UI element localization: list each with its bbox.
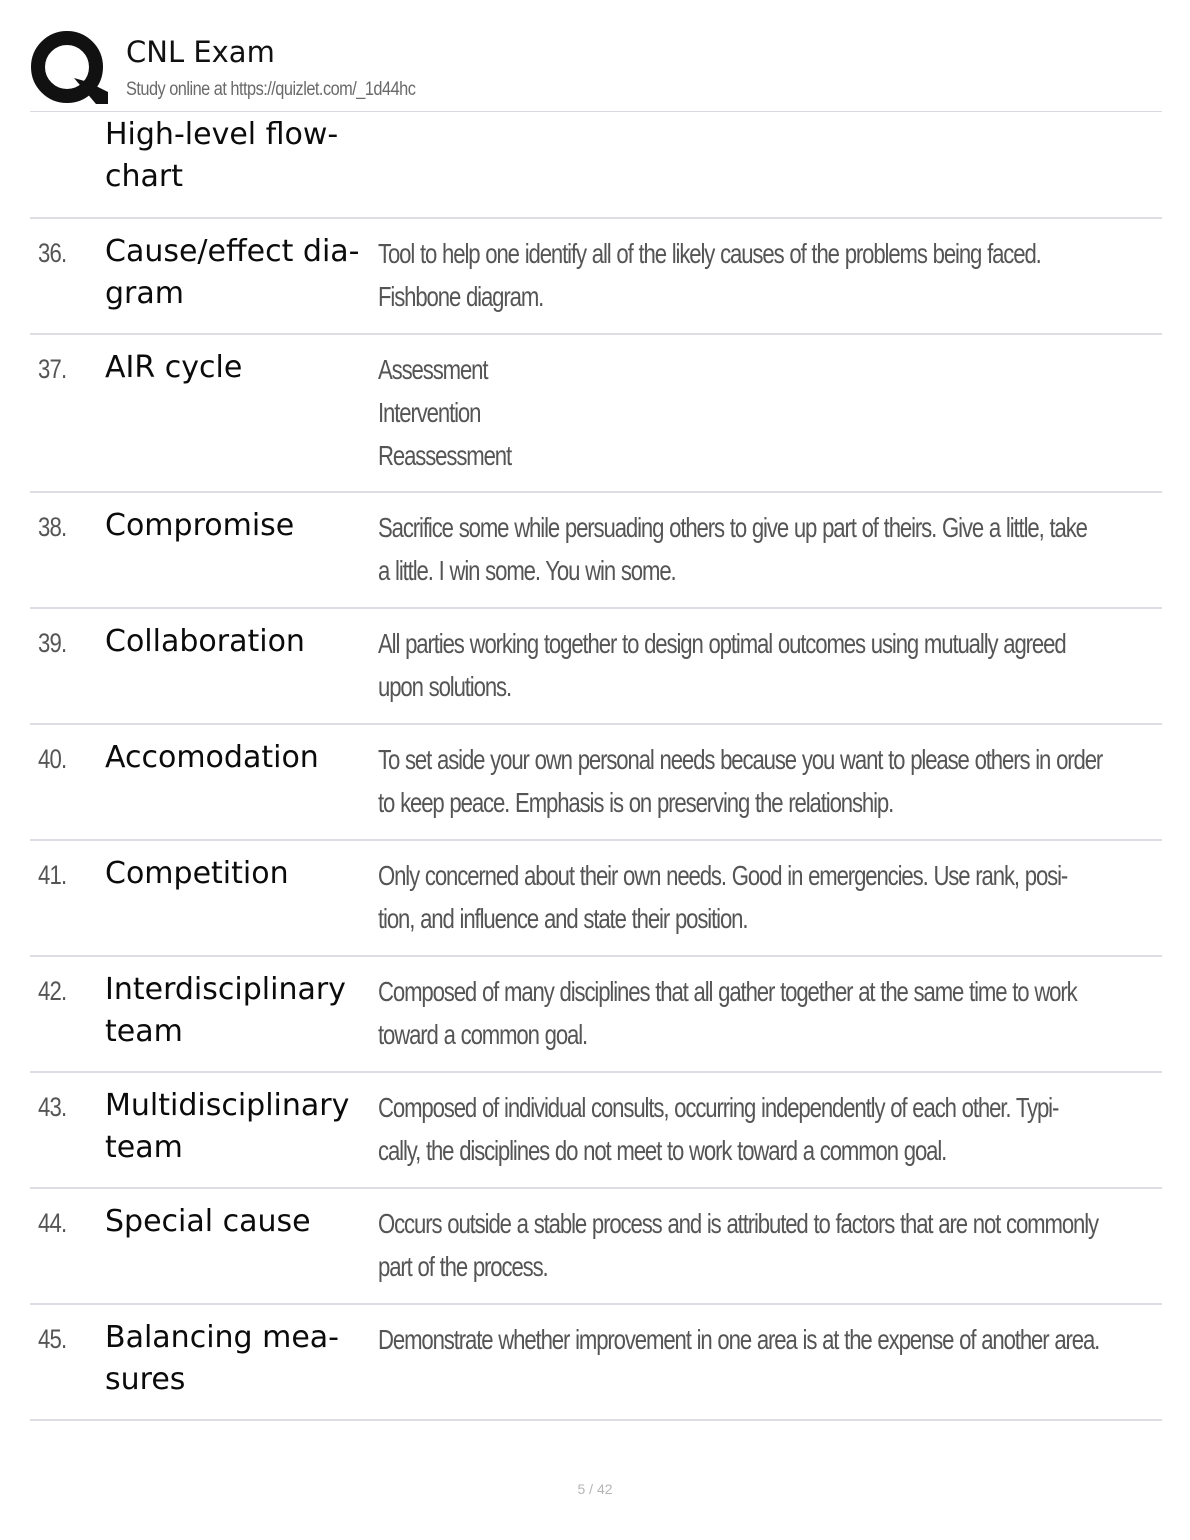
page-number: 5 / 42 — [577, 1481, 613, 1497]
card-row — [30, 335, 1162, 493]
card-definition: Occurs outside a stable process and is attributed to factors that are not commonly part of the process. — [378, 1208, 1098, 1282]
card-continued — [30, 112, 1162, 219]
card-number: 45. — [38, 1324, 67, 1354]
card-row — [30, 841, 1162, 957]
set-title: CNL Exam — [126, 35, 275, 69]
card-number: 41. — [38, 860, 67, 890]
card-number: 43. — [38, 1092, 67, 1122]
card-term: Compromise — [105, 508, 295, 543]
card-list — [30, 112, 1162, 1421]
card-term: AIR cycle — [105, 350, 243, 385]
card-definition: Composed of many disciplines that all gather together at the same time to work toward a common goal. — [378, 976, 1077, 1050]
card-term: Balancing mea- sures — [105, 1320, 340, 1397]
card-definition: Demonstrate whether improvement in one area is at the expense of another area. — [378, 1324, 1100, 1355]
card-term: High-level flow- chart — [105, 117, 339, 194]
card-term: Competition — [105, 856, 289, 891]
card-row — [30, 493, 1162, 609]
card-row — [30, 1305, 1162, 1421]
card-term: Interdisciplinary team — [105, 972, 346, 1049]
card-definition: All parties working together to design optimal outcomes using mutually agreed upon solutions. — [378, 628, 1066, 702]
card-term: Collaboration — [105, 624, 305, 659]
card-row — [30, 957, 1162, 1073]
card-number: 36. — [38, 238, 67, 268]
study-url[interactable]: Study online at https://quizlet.com/_1d44hc — [126, 79, 416, 100]
card-row — [30, 1189, 1162, 1305]
card-row — [30, 609, 1162, 725]
card-definition: Composed of individual consults, occurring independently of each other. Typi- cally, the disciplines do not meet to work toward a common goal. — [378, 1092, 1059, 1166]
card-definition: Tool to help one identify all of the likely causes of the problems being faced. Fishbone diagram. — [378, 238, 1041, 312]
card-definition: To set aside your own personal needs because you want to please others in order to keep peace. Emphasis is on preserving the relationship. — [378, 744, 1103, 818]
card-definition: Sacrifice some while persuading others to give up part of theirs. Give a little, take a little. I win some. You win some. — [378, 512, 1087, 586]
page-header — [30, 30, 1162, 112]
card-row — [30, 219, 1162, 335]
card-term: Multidisciplinary team — [105, 1088, 350, 1165]
card-term: Accomodation — [105, 740, 319, 775]
card-row — [30, 725, 1162, 841]
card-number: 44. — [38, 1208, 67, 1238]
card-term: Special cause — [105, 1204, 311, 1239]
card-definition: Assessment Intervention Reassessment — [378, 354, 512, 471]
quizlet-logo-icon — [30, 30, 108, 106]
card-definition: Only concerned about their own needs. Good in emergencies. Use rank, posi- tion, and influence and state their position. — [378, 860, 1068, 934]
card-number: 39. — [38, 628, 67, 658]
card-number: 40. — [38, 744, 67, 774]
card-number: 37. — [38, 354, 67, 384]
card-number: 42. — [38, 976, 67, 1006]
card-term: Cause/effect dia- gram — [105, 234, 360, 311]
card-row — [30, 1073, 1162, 1189]
card-number: 38. — [38, 512, 67, 542]
